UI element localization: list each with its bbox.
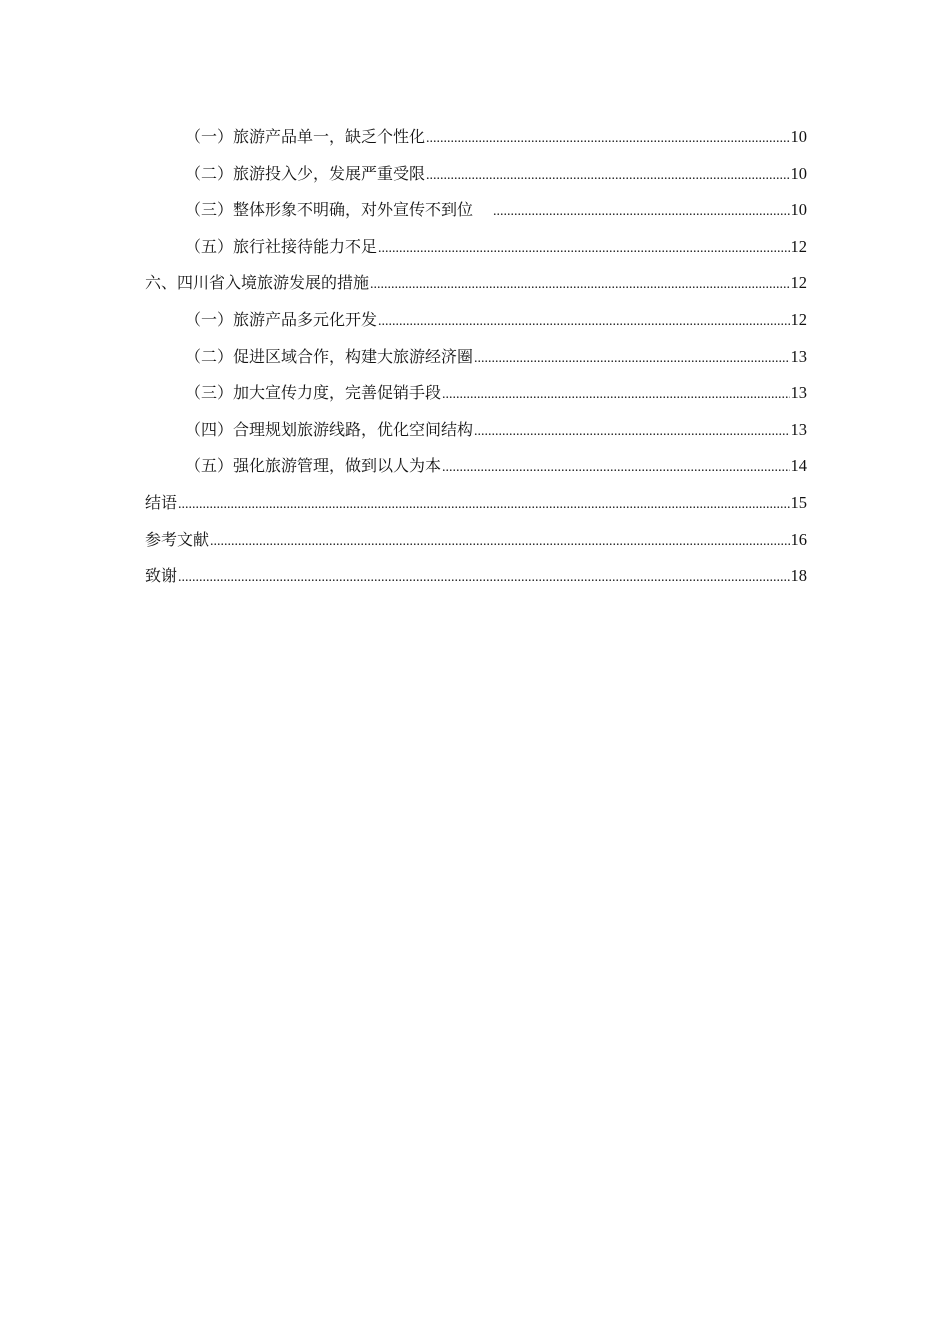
toc-dot-leader	[426, 121, 789, 158]
toc-entry-title: 致谢	[145, 566, 178, 586]
toc-dot-leader	[442, 450, 789, 487]
toc-entry-title: （三）加大宣传力度，完善促销手段	[185, 383, 442, 403]
toc-entry-title: （五）旅行社接待能力不足	[185, 236, 378, 256]
toc-dot-leader	[426, 158, 789, 195]
toc-entry-title: 参考文献	[145, 529, 210, 549]
toc-entry[interactable]	[145, 485, 807, 522]
toc-entry-title: （四）合理规划旅游线路，优化空间结构	[185, 419, 474, 439]
toc-dot-leader	[370, 267, 789, 304]
toc-page-number: 13	[790, 419, 807, 439]
toc-entry[interactable]	[145, 412, 807, 449]
toc-page-number: 10	[790, 200, 807, 220]
toc-page-number: 10	[790, 127, 807, 146]
toc-dot-leader	[210, 524, 789, 561]
toc-entry[interactable]	[145, 265, 807, 302]
toc-page-number: 14	[790, 456, 807, 476]
toc-dot-leader	[178, 487, 789, 524]
table-of-contents	[145, 119, 807, 595]
toc-entry-title: 结语	[145, 492, 178, 512]
toc-page-number: 13	[790, 383, 807, 403]
toc-entry-title: （二）促进区域合作，构建大旅游经济圈	[185, 346, 474, 366]
toc-entry[interactable]	[145, 339, 807, 376]
toc-entry-title: （三）整体形象不明确，对外宣传不到位	[185, 200, 474, 220]
toc-page-number: 18	[790, 566, 807, 586]
toc-entry[interactable]	[145, 119, 807, 156]
toc-entry-title: 六、四川省入境旅游发展的措施	[145, 273, 370, 293]
toc-page-number: 12	[790, 309, 807, 329]
toc-entry[interactable]	[145, 302, 807, 339]
toc-dot-leader	[442, 377, 789, 414]
toc-entry-title: （一）旅游产品单一，缺乏个性化	[185, 127, 426, 146]
toc-dot-leader	[474, 414, 789, 451]
toc-entry-title: （二）旅游投入少，发展严重受限	[185, 163, 426, 183]
toc-entry[interactable]	[145, 522, 807, 559]
toc-dot-leader	[378, 304, 789, 341]
toc-page-number: 10	[790, 163, 807, 183]
toc-entry-title: （一）旅游产品多元化开发	[185, 309, 378, 329]
toc-entry[interactable]	[145, 558, 807, 595]
toc-page-number: 12	[790, 236, 807, 256]
toc-entry[interactable]	[145, 375, 807, 412]
toc-page-number: 15	[790, 492, 807, 512]
toc-dot-leader	[378, 231, 789, 268]
toc-dot-leader	[178, 560, 789, 597]
toc-dot-leader	[474, 341, 789, 378]
toc-entry[interactable]	[145, 448, 807, 485]
toc-page-number: 12	[790, 273, 807, 293]
toc-entry[interactable]	[145, 229, 807, 266]
toc-entry[interactable]	[145, 192, 807, 229]
toc-entry-title: （五）强化旅游管理，做到以人为本	[185, 456, 442, 476]
toc-page-number: 16	[790, 529, 807, 549]
toc-entry[interactable]	[145, 156, 807, 193]
toc-page-number: 13	[790, 346, 807, 366]
toc-dot-leader	[493, 194, 789, 231]
